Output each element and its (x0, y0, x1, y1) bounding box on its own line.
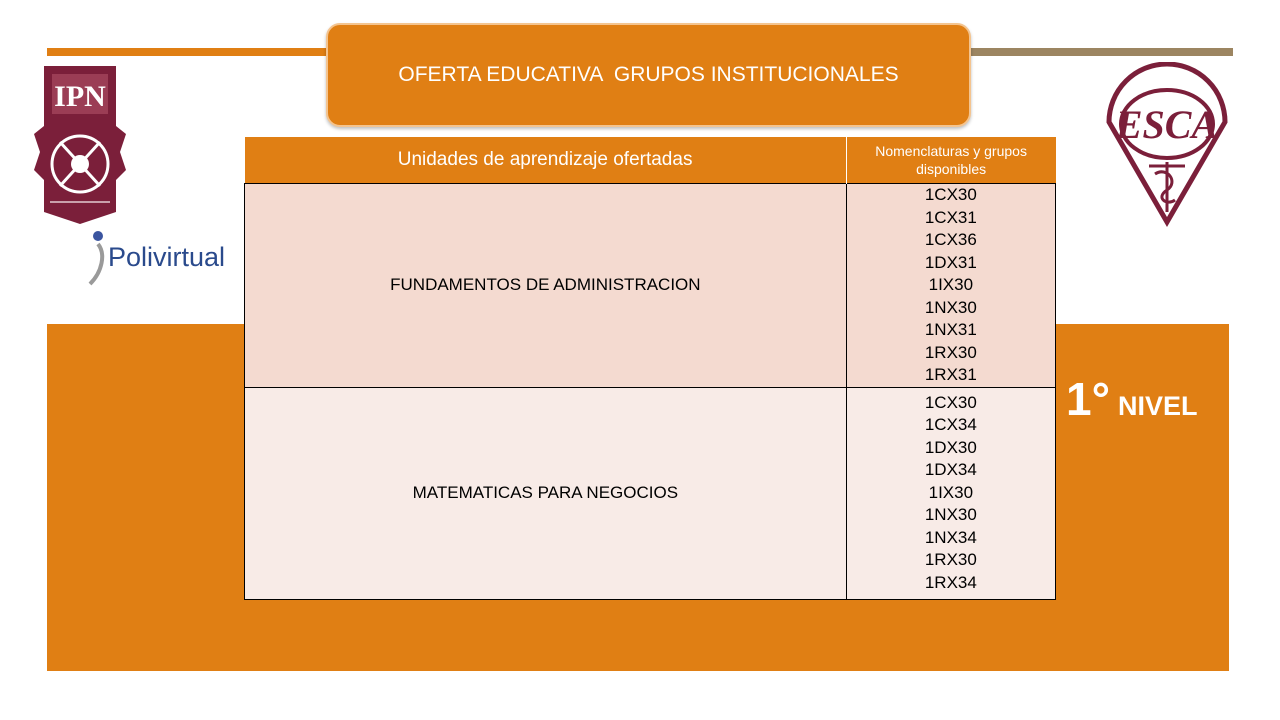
header-units: Unidades de aprendizaje ofertadas (245, 137, 847, 184)
group-code: 1NX34 (924, 527, 977, 547)
group-code: 1DX34 (924, 460, 977, 480)
page-title: OFERTA EDUCATIVA GRUPOS INSTITUCIONALES (398, 63, 899, 86)
table-header-row (245, 137, 1056, 184)
group-code: 1RX31 (924, 365, 977, 384)
polivirtual-wordmark: Polivirtual (108, 242, 226, 272)
group-code: 1CX31 (924, 207, 977, 227)
unit-name: MATEMATICAS PARA NEGOCIOS (245, 387, 847, 599)
ipn-seal-icon (30, 62, 130, 227)
group-list (846, 387, 1055, 599)
group-code: 1NX31 (924, 320, 977, 339)
header-rule-right (960, 48, 1233, 56)
group-code: 1RX30 (924, 342, 977, 362)
group-code: 1CX30 (924, 185, 977, 204)
group-code: 1CX34 (924, 415, 977, 435)
group-code: 1IX30 (928, 482, 974, 502)
table-row (245, 387, 1056, 599)
level-label: NIVEL (1117, 391, 1198, 421)
esca-seal-icon (1103, 62, 1231, 227)
offer-table (244, 137, 1056, 600)
group-code: 1RX34 (924, 572, 977, 592)
title-banner (326, 23, 971, 127)
group-code: 1CX30 (924, 392, 977, 412)
svg-text:IPN: IPN (54, 80, 106, 113)
polivirtual-logo (84, 228, 234, 288)
level-number: 1° (1066, 373, 1110, 425)
group-code: 1RX30 (924, 550, 977, 570)
table-row (245, 184, 1056, 388)
group-code: 1DX31 (924, 252, 977, 272)
group-code: 1DX30 (924, 437, 977, 457)
group-code: 1CX36 (924, 230, 977, 249)
svg-text:ESCA: ESCA (1115, 102, 1219, 147)
unit-name: FUNDAMENTOS DE ADMINISTRACION (245, 184, 847, 388)
group-code: 1NX30 (924, 297, 977, 317)
group-list (846, 184, 1055, 388)
header-rule-left (47, 48, 342, 56)
group-code: 1NX30 (924, 505, 977, 525)
level-indicator (1066, 372, 1198, 426)
header-groups: Nomenclaturas y grupos disponibles (846, 137, 1055, 184)
group-code: 1IX30 (928, 275, 974, 294)
